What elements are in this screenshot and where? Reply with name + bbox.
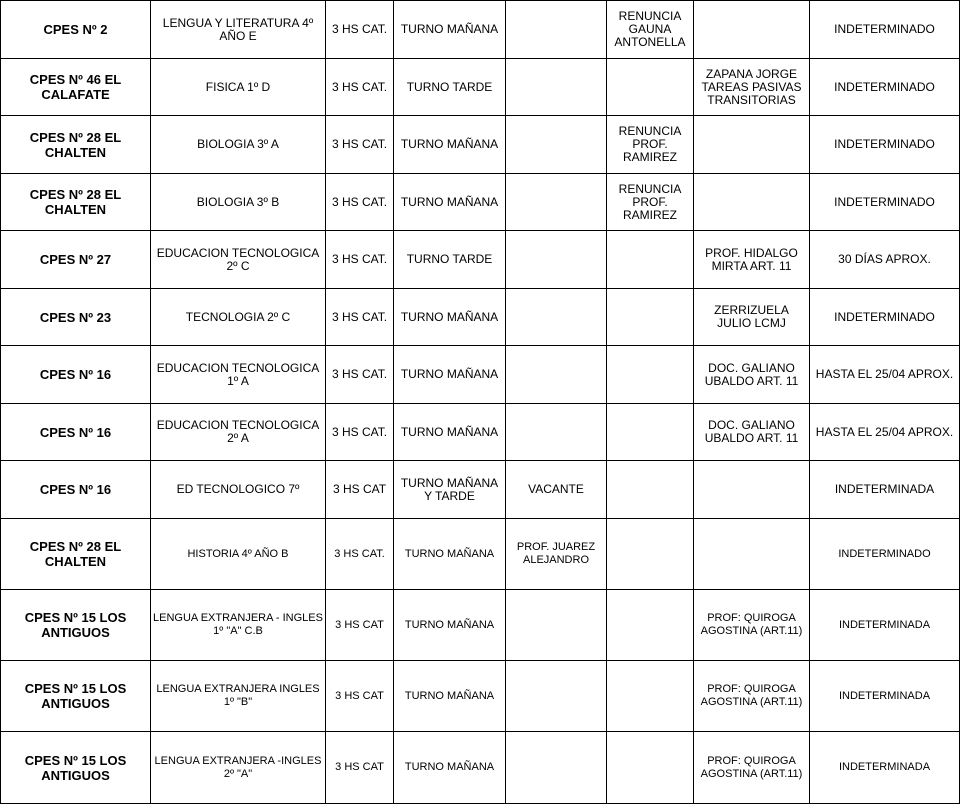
- cell-duration: INDETERMINADO: [810, 519, 960, 590]
- table-row: [1, 732, 960, 804]
- cell-duration: 30 DÍAS APROX.: [810, 231, 960, 289]
- cell-replacement: PROF: QUIROGA AGOSTINA (ART.11): [694, 661, 810, 732]
- cell-school: CPES Nº 2: [1, 1, 151, 59]
- cell-resignation: [607, 231, 694, 289]
- cell-duration: INDETERMINADO: [810, 116, 960, 174]
- cell-subject: LENGUA EXTRANJERA -INGLES 2º "A": [151, 732, 326, 804]
- cell-shift: TURNO MAÑANA: [394, 174, 506, 231]
- table-row: [1, 1, 960, 59]
- cell-hours: 3 HS CAT.: [326, 59, 394, 116]
- cell-hours: 3 HS CAT.: [326, 1, 394, 59]
- cell-duration: INDETERMINADO: [810, 59, 960, 116]
- table-row: [1, 461, 960, 519]
- cell-replacement: DOC. GALIANO UBALDO ART. 11: [694, 404, 810, 461]
- cell-shift: TURNO MAÑANA: [394, 116, 506, 174]
- table-row: [1, 404, 960, 461]
- cell-school: CPES Nº 15 LOS ANTIGUOS: [1, 732, 151, 804]
- cell-school: CPES Nº 16: [1, 346, 151, 404]
- table-row: [1, 661, 960, 732]
- cell-vacancy: [506, 404, 607, 461]
- cell-shift: TURNO MAÑANA: [394, 732, 506, 804]
- cell-replacement: [694, 174, 810, 231]
- cell-replacement: [694, 519, 810, 590]
- cell-duration: INDETERMINADA: [810, 661, 960, 732]
- cell-vacancy: [506, 116, 607, 174]
- cell-resignation: RENUNCIA PROF. RAMIREZ: [607, 174, 694, 231]
- cell-replacement: [694, 1, 810, 59]
- table-row: [1, 231, 960, 289]
- cell-subject: LENGUA Y LITERATURA 4º AÑO E: [151, 1, 326, 59]
- cell-duration: INDETERMINADO: [810, 289, 960, 346]
- cell-school: CPES Nº 15 LOS ANTIGUOS: [1, 590, 151, 661]
- cell-hours: 3 HS CAT: [326, 732, 394, 804]
- cell-resignation: [607, 461, 694, 519]
- cell-hours: 3 HS CAT.: [326, 231, 394, 289]
- cell-vacancy: [506, 59, 607, 116]
- cell-shift: TURNO MAÑANA: [394, 289, 506, 346]
- cell-replacement: PROF. HIDALGO MIRTA ART. 11: [694, 231, 810, 289]
- cell-school: CPES Nº 28 EL CHALTEN: [1, 519, 151, 590]
- cell-hours: 3 HS CAT.: [326, 404, 394, 461]
- cell-subject: HISTORIA 4º AÑO B: [151, 519, 326, 590]
- cell-duration: INDETERMINADA: [810, 590, 960, 661]
- cell-school: CPES Nº 28 EL CHALTEN: [1, 116, 151, 174]
- cell-vacancy: [506, 231, 607, 289]
- cell-resignation: [607, 661, 694, 732]
- cell-shift: TURNO MAÑANA: [394, 404, 506, 461]
- cell-shift: TURNO MAÑANA: [394, 590, 506, 661]
- cell-shift: TURNO MAÑANA: [394, 1, 506, 59]
- cell-replacement: PROF: QUIROGA AGOSTINA (ART.11): [694, 732, 810, 804]
- cell-subject: EDUCACION TECNOLOGICA 2º C: [151, 231, 326, 289]
- cell-vacancy: [506, 346, 607, 404]
- cell-school: CPES Nº 15 LOS ANTIGUOS: [1, 661, 151, 732]
- cell-vacancy: [506, 289, 607, 346]
- cell-school: CPES Nº 28 EL CHALTEN: [1, 174, 151, 231]
- cell-shift: TURNO TARDE: [394, 59, 506, 116]
- cell-duration: INDETERMINADA: [810, 461, 960, 519]
- cell-vacancy: [506, 1, 607, 59]
- cell-subject: ED TECNOLOGICO 7º: [151, 461, 326, 519]
- table-row: [1, 289, 960, 346]
- cell-vacancy: [506, 661, 607, 732]
- cell-subject: EDUCACION TECNOLOGICA 1º A: [151, 346, 326, 404]
- cell-resignation: [607, 59, 694, 116]
- cell-resignation: RENUNCIA GAUNA ANTONELLA: [607, 1, 694, 59]
- cell-subject: EDUCACION TECNOLOGICA 2º A: [151, 404, 326, 461]
- cell-school: CPES Nº 27: [1, 231, 151, 289]
- cell-resignation: [607, 346, 694, 404]
- table-row: [1, 174, 960, 231]
- cell-duration: INDETERMINADA: [810, 732, 960, 804]
- cell-hours: 3 HS CAT: [326, 590, 394, 661]
- cell-shift: TURNO MAÑANA: [394, 346, 506, 404]
- cell-subject: LENGUA EXTRANJERA - INGLES 1º "A" C.B: [151, 590, 326, 661]
- cell-hours: 3 HS CAT: [326, 661, 394, 732]
- cell-vacancy: [506, 732, 607, 804]
- cell-replacement: [694, 116, 810, 174]
- cell-school: CPES Nº 23: [1, 289, 151, 346]
- cell-vacancy: VACANTE: [506, 461, 607, 519]
- cell-subject: FISICA 1º D: [151, 59, 326, 116]
- cell-duration: INDETERMINADO: [810, 1, 960, 59]
- table-row: [1, 116, 960, 174]
- table-row: [1, 519, 960, 590]
- cell-school: CPES Nº 16: [1, 404, 151, 461]
- cell-hours: 3 HS CAT.: [326, 174, 394, 231]
- cell-replacement: DOC. GALIANO UBALDO ART. 11: [694, 346, 810, 404]
- cell-resignation: RENUNCIA PROF. RAMIREZ: [607, 116, 694, 174]
- cell-hours: 3 HS CAT.: [326, 116, 394, 174]
- cell-replacement: [694, 461, 810, 519]
- cell-vacancy: [506, 590, 607, 661]
- cell-vacancy: PROF. JUAREZ ALEJANDRO: [506, 519, 607, 590]
- cell-shift: TURNO MAÑANA: [394, 519, 506, 590]
- cell-hours: 3 HS CAT: [326, 461, 394, 519]
- cell-resignation: [607, 519, 694, 590]
- cell-hours: 3 HS CAT.: [326, 519, 394, 590]
- cell-subject: BIOLOGIA 3º B: [151, 174, 326, 231]
- cell-resignation: [607, 590, 694, 661]
- table-row: [1, 346, 960, 404]
- cell-hours: 3 HS CAT.: [326, 346, 394, 404]
- cell-school: CPES Nº 46 EL CALAFATE: [1, 59, 151, 116]
- cell-replacement: ZAPANA JORGE TAREAS PASIVAS TRANSITORIAS: [694, 59, 810, 116]
- cell-duration: HASTA EL 25/04 APROX.: [810, 346, 960, 404]
- cell-shift: TURNO TARDE: [394, 231, 506, 289]
- cell-shift: TURNO MAÑANA Y TARDE: [394, 461, 506, 519]
- table-row: [1, 59, 960, 116]
- cell-subject: BIOLOGIA 3º A: [151, 116, 326, 174]
- cell-vacancy: [506, 174, 607, 231]
- cell-duration: HASTA EL 25/04 APROX.: [810, 404, 960, 461]
- cell-school: CPES Nº 16: [1, 461, 151, 519]
- cell-resignation: [607, 404, 694, 461]
- cell-shift: TURNO MAÑANA: [394, 661, 506, 732]
- cell-duration: INDETERMINADO: [810, 174, 960, 231]
- cell-hours: 3 HS CAT.: [326, 289, 394, 346]
- cell-subject: TECNOLOGIA 2º C: [151, 289, 326, 346]
- cell-replacement: PROF: QUIROGA AGOSTINA (ART.11): [694, 590, 810, 661]
- cell-resignation: [607, 732, 694, 804]
- cell-replacement: ZERRIZUELA JULIO LCMJ: [694, 289, 810, 346]
- cell-resignation: [607, 289, 694, 346]
- table-row: [1, 590, 960, 661]
- cell-subject: LENGUA EXTRANJERA INGLES 1º "B": [151, 661, 326, 732]
